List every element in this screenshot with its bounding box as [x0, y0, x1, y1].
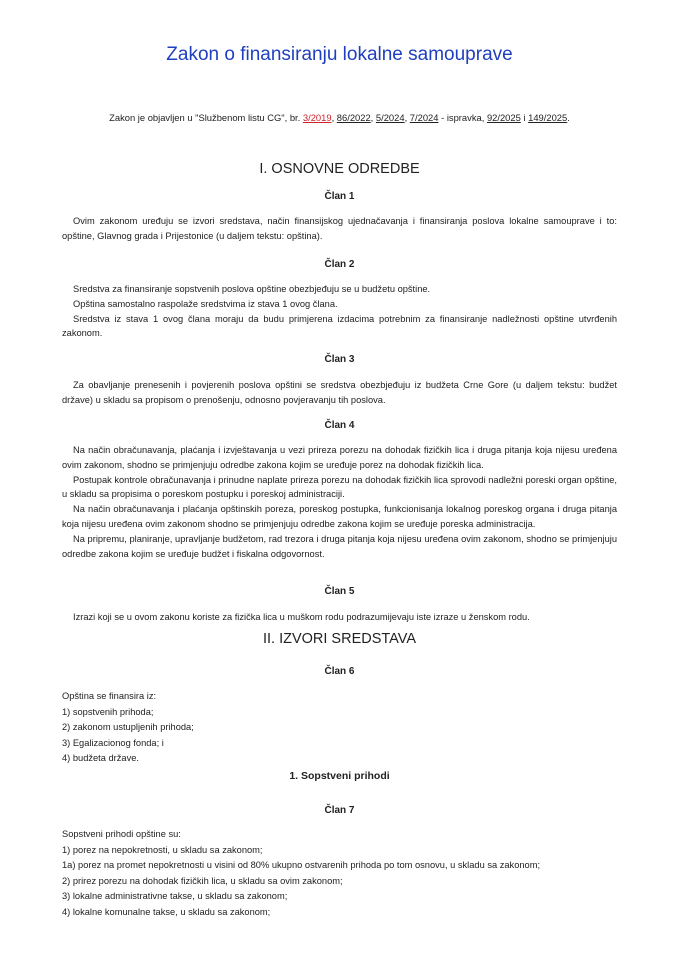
- article-title: Član 7: [324, 805, 355, 816]
- article-title: Član 2: [324, 259, 355, 270]
- list-item: 3) lokalne administrativne takse, u skladu sa zakonom;: [62, 891, 288, 901]
- publication-note: Zakon je objavljen u "Službenom listu CG", br. 3/2019, 86/2022, 5/2024, 7/2024 - ispravka, 92/2025 i 149/2025.: [109, 112, 570, 123]
- paragraph: Izrazi koji se u ovom zakonu koriste za fizička lica u muškom rodu podrazumijevaju iste izraze u ženskom rodu.: [73, 612, 530, 622]
- paragraph: Na način obračunavanja i plaćanja opštinskih poreza, poreskog postupka, funkcionisanja lokalnog poreskog organa i druga pitanja koja nijesu uređena ovim zakonom shodno se primjenjuju odredbe zakona kojim se uređuje poreska administracija.: [62, 504, 617, 529]
- gazette-link[interactable]: 92/2025: [486, 112, 521, 123]
- article-body: [62, 443, 617, 561]
- list-item: 1) porez na nepokretnosti, u skladu sa zakonom;: [62, 844, 263, 855]
- article-title: Član 4: [324, 420, 355, 431]
- paragraph: Sredstva iz stava 1 ovog člana moraju da budu primjerena izdacima potrebnim za finansiranje nadležnosti opštine utvrđenih zakonom.: [62, 313, 617, 339]
- paragraph: Opština samostalno raspolaže sredstvima iz stava 1 ovog člana.: [73, 298, 338, 309]
- article-title: Član 5: [324, 586, 355, 597]
- paragraph: Na pripremu, planiranje, upravljanje budžetom, rad trezora i druga pitanja koja nijesu uređena ovim zakonom, shodno se primjenjuju odredbe zakona kojim se uređuje budžet i fiskalna odgovornost.: [62, 533, 617, 559]
- gazette-link[interactable]: 86/2022: [336, 112, 371, 123]
- article-list: [62, 827, 617, 920]
- section-heading: II. IZVORI SREDSTAVA: [262, 631, 417, 647]
- paragraph: Na način obračunavanja, plaćanja i izvještavanja u vezi prireza porezu na dohodak fizičkih lica i druga pitanja koja nijesu uređena ovim zakonom, shodno se primjenjuju odredbe zakona kojim se uređuje porez na dohodak fizičkih lica.: [62, 445, 617, 470]
- article-body: [62, 610, 617, 625]
- list-item: 1) sopstvenih prihoda;: [62, 706, 154, 717]
- section-heading: I. OSNOVNE ODREDBE: [259, 161, 420, 177]
- list-item: Opština se finansira iz:: [62, 691, 157, 701]
- article-title: Član 1: [324, 191, 355, 202]
- list-item: 4) budžeta države.: [62, 753, 140, 763]
- article-title: Član 3: [324, 354, 355, 365]
- gazette-link[interactable]: 7/2024: [409, 112, 439, 123]
- article-title: Član 6: [324, 666, 355, 677]
- article-body: [62, 378, 617, 408]
- list-item: 1a) porez na promet nepokretnosti u visini od 80% ukupno ostvarenih prihoda po tom osnovu, u skladu sa zakonom;: [62, 860, 541, 870]
- list-item: 4) lokalne komunalne takse, u skladu sa zakonom;: [62, 906, 271, 917]
- article-body: [62, 214, 617, 244]
- gazette-link[interactable]: 149/2025: [528, 112, 568, 123]
- paragraph: Za obavljanje prenesenih i povjerenih poslova opštini se sredstva obezbjeđuju iz budžeta Crne Gore (u daljem tekstu: budžet države) u skladu sa propisom o prenošenju, odnosno povjeravanju tih poslova.: [62, 380, 617, 405]
- list-item: 3) Egalizacionog fonda; i: [62, 737, 164, 748]
- paragraph: Ovim zakonom uređuju se izvori sredstava, način finansijskog ujednačavanja i finansiranja poslova lokalne samouprave i to: opštine, Glavnog grada i Prijestonice (u daljem tekstu: opština).: [62, 216, 617, 241]
- list-item: 2) prirez porezu na dohodak fizičkih lica, u skladu sa ovim zakonom;: [62, 875, 343, 886]
- article-body: [62, 282, 617, 341]
- paragraph: Postupak kontrole obračunavanja i prinudne naplate prireza porezu na dohodak fizičkih lica sprovodi nadležni poreski organ opštine, u skladu sa propisima o poreskom postupku i poreskoj administraciji.: [62, 474, 617, 500]
- gazette-link[interactable]: 5/2024: [375, 112, 405, 123]
- article-list: [62, 689, 617, 767]
- gazette-link[interactable]: 3/2019: [302, 112, 332, 123]
- subsection-heading: 1. Sopstveni prihodi: [289, 770, 390, 782]
- list-item: 2) zakonom ustupljenih prihoda;: [62, 722, 194, 732]
- paragraph: Sredstva za finansiranje sopstvenih poslova opštine obezbjeđuju se u budžetu opštine.: [73, 284, 431, 294]
- document-title: Zakon o finansiranju lokalne samouprave: [166, 44, 513, 65]
- list-item: Sopstveni prihodi opštine su:: [62, 829, 181, 839]
